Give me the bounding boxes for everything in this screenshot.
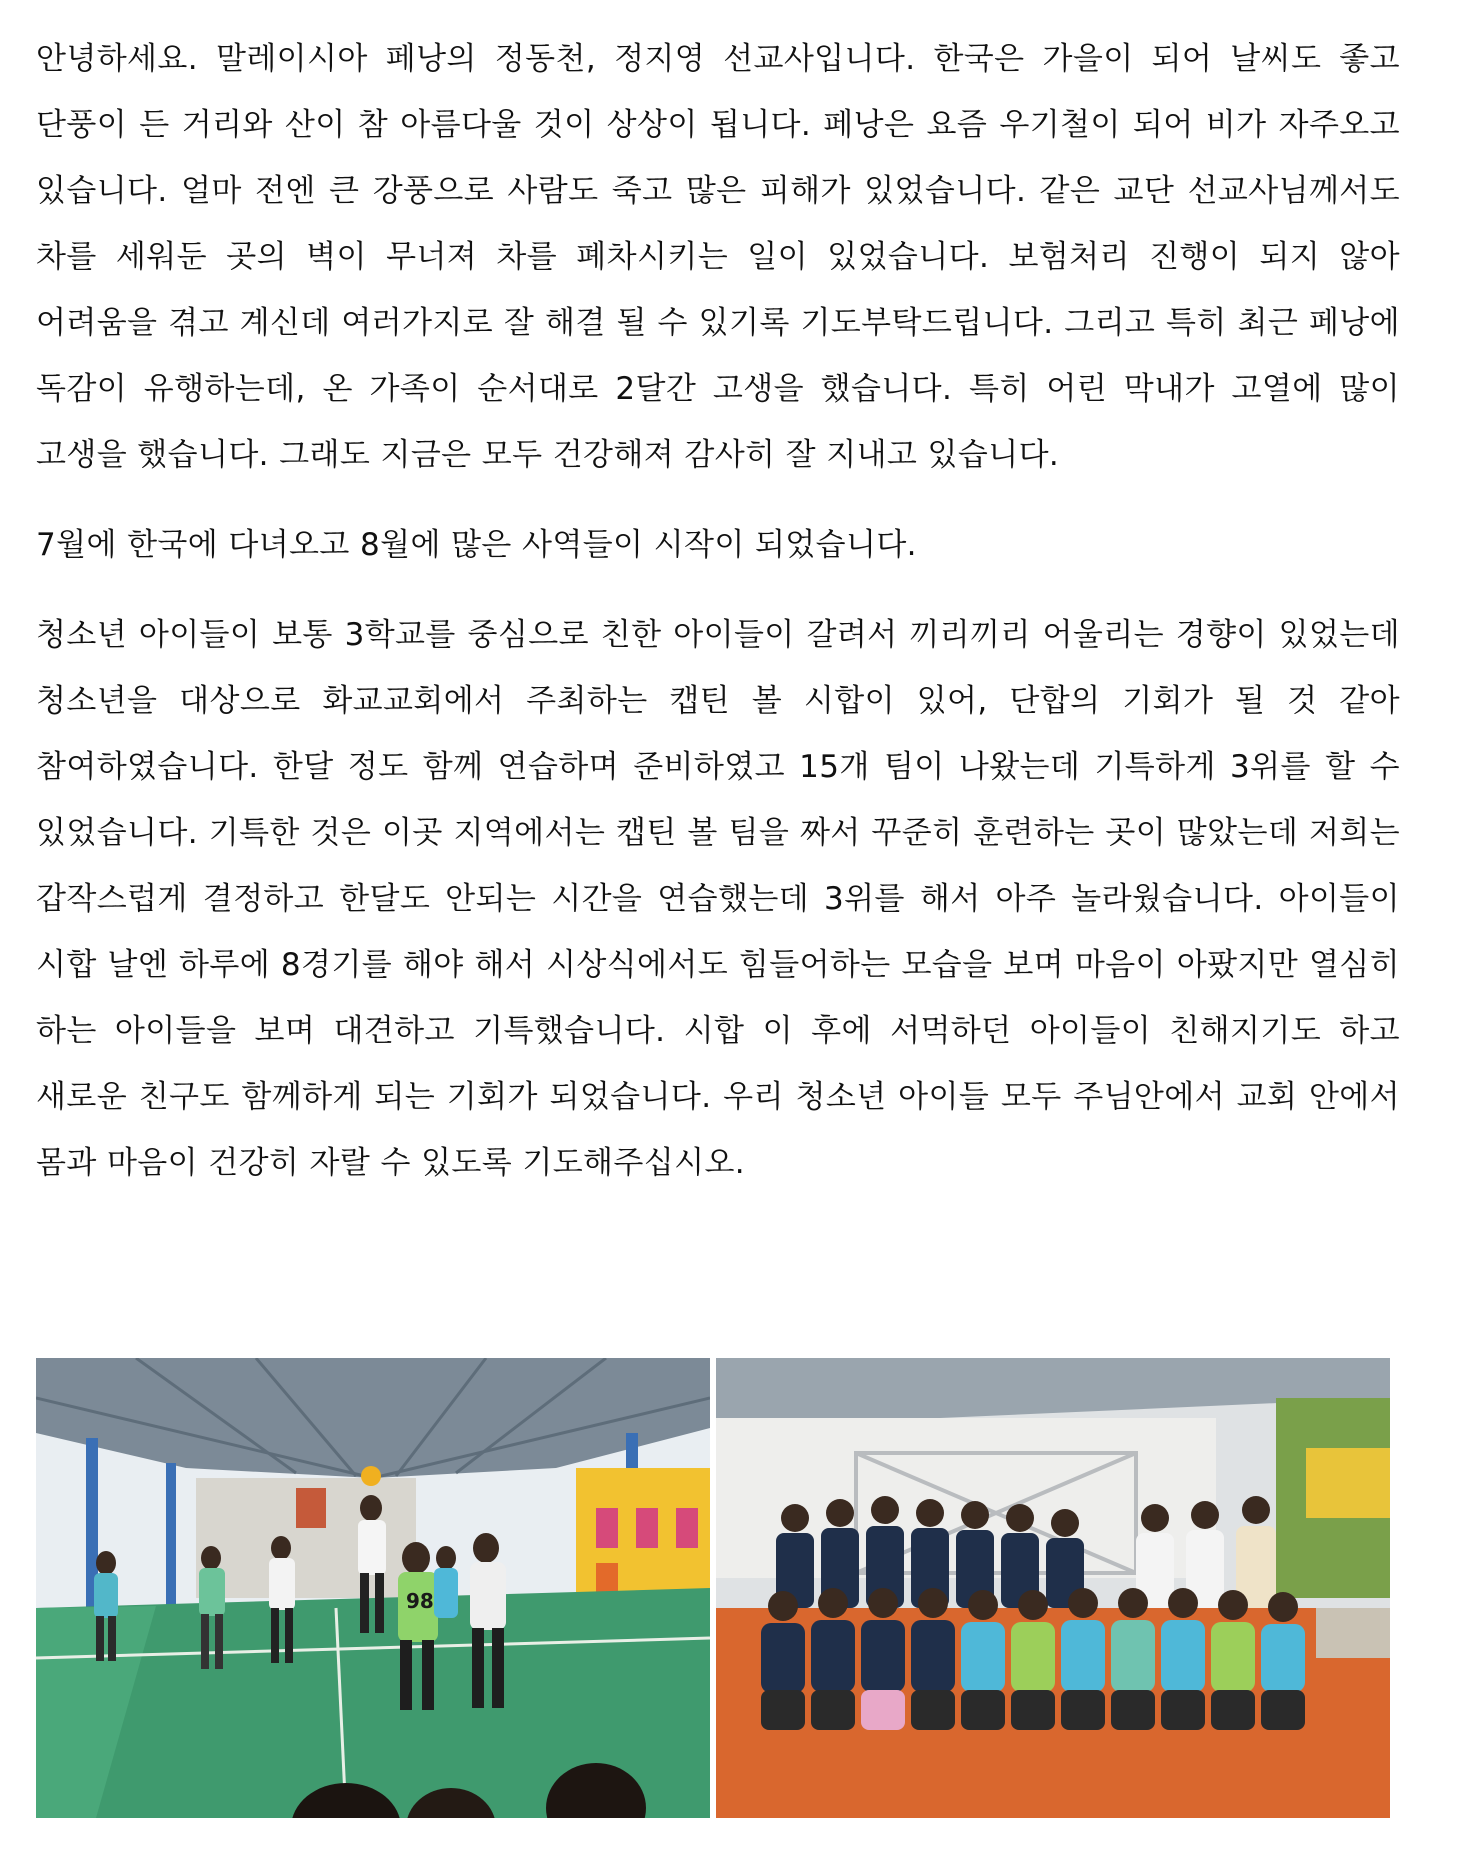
jersey-number: 98: [406, 1589, 434, 1613]
photo-row: [36, 1358, 1390, 1818]
paragraph-schedule: 7월에 한국에 다녀오고 8월에 많은 사역들이 시작이 되었습니다.: [36, 527, 917, 563]
photo-team-group: [716, 1358, 1390, 1818]
paragraph-greeting: 안녕하세요. 말레이시아 페낭의 정동천, 정지영 선교사입니다. 한국은 가을이 되어 날씨도 좋고 단풍이 든 거리와 산이 참 아름다울 것이 상상이 됩니다. 페낭은 요즘 우기철이 되어 비가 자주오고 있습니다. 얼마 전엔 큰 강풍으로 사람도 죽고 많은 피해가 있었습니다. 같은 교단 선교사님께서도 차를 세워둔 곳의 벽이 무너져 차를 폐차시키는 일이 있었습니다. 보험처리 진행이 되지 않아 어려움을 겪고 계신데 여러가지로 잘 해결 될 수 있기록 기도부탁드립니다. 그리고 특히 최근 페낭에 독감이 유행하는데, 온 가족이 순서대로 2달간 고생을 했습니다. 특히 어린 막내가 고열에 많이 고생을 했습니다. 그래도 지금은 모두 건강해져 감사히 잘 지내고 있습니다.: [36, 41, 1400, 473]
photo-game-in-progress: [36, 1358, 710, 1818]
letter-body: [36, 26, 1400, 1196]
paragraph-captain-ball: 청소년 아이들이 보통 3학교를 중심으로 친한 아이들이 갈려서 끼리끼리 어울리는 경향이 있었는데 청소년을 대상으로 화교교회에서 주최하는 캡틴 볼 시합이 있어, 단합의 기회가 될 것 같아 참여하였습니다. 한달 정도 함께 연습하며 준비하였고 15개 팀이 나왔는데 기특하게 3위를 할 수 있었습니다. 기특한 것은 이곳 지역에서는 캡틴 볼 팀을 짜서 꾸준히 훈련하는 곳이 많았는데 저희는 갑작스럽게 결정하고 한달도 안되는 시간을 연습했는데 3위를 해서 아주 놀라웠습니다. 아이들이 시합 날엔 하루에 8경기를 해야 해서 시상식에서도 힘들어하는 모습을 보며 마음이 아팠지만 열심히 하는 아이들을 보며 대견하고 기특했습니다. 시합 이 후에 서먹하던 아이들이 친해지기도 하고 새로운 친구도 함께하게 되는 기회가 되었습니다. 우리 청소년 아이들 모두 주님안에서 교회 안에서 몸과 마음이 건강히 자랄 수 있도록 기도해주십시오.: [36, 617, 1400, 1181]
